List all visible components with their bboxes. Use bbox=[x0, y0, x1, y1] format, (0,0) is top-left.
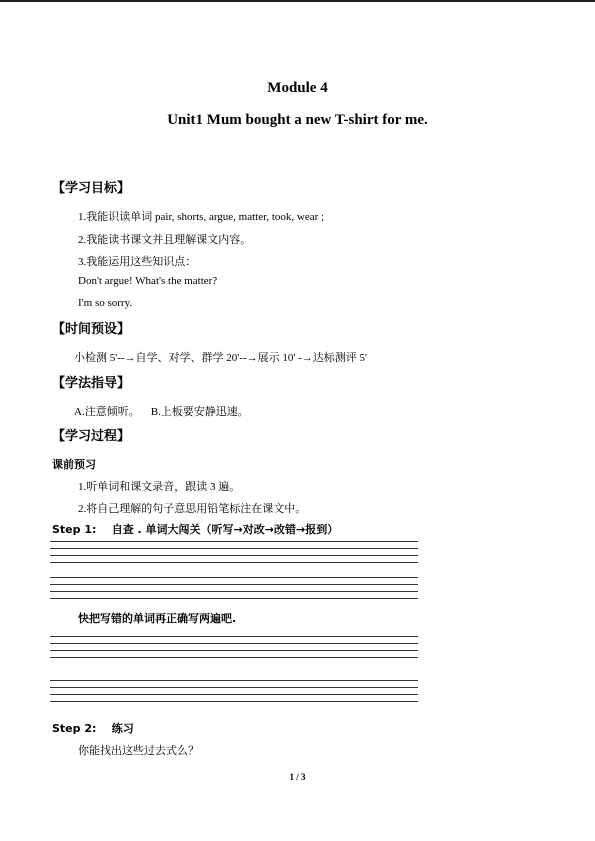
time-text: 小检测 5'--→自学、对学、群学 20'--→展示 10' -→达标测评 5' bbox=[74, 352, 367, 364]
step1-heading: Step 1: 自查 . 单词大闯关（听写→对改→改错→报到） bbox=[52, 523, 339, 536]
writing-lines-3[interactable] bbox=[50, 636, 418, 664]
method-heading: 【学法指导】 bbox=[52, 376, 131, 391]
writing-lines-2[interactable] bbox=[50, 577, 418, 605]
module-title: Module 4 bbox=[267, 80, 328, 96]
goal-item-2: 2.我能读书课文并且理解课文内容。 bbox=[78, 234, 252, 246]
correction-instruction: 快把写错的单词再正确写两遍吧. bbox=[78, 612, 237, 625]
goal-item-5: I'm so sorry. bbox=[78, 297, 133, 309]
unit-title: Unit1 Mum bought a new T-shirt for me. bbox=[167, 112, 428, 128]
goal-item-1: 1.我能识读单词 pair, shorts, argue, matter, took, wear ; bbox=[78, 211, 325, 223]
goals-heading: 【学习目标】 bbox=[52, 181, 131, 196]
goal-item-4: Don't argue! What's the matter? bbox=[78, 275, 218, 287]
preview-label: 课前预习 bbox=[52, 458, 96, 471]
step2-heading: Step 2: 练习 bbox=[52, 722, 134, 735]
writing-lines-1[interactable] bbox=[50, 541, 418, 569]
goal-item-3: 3.我能运用这些知识点： bbox=[78, 256, 197, 268]
preview-item-1: 1.听单词和课文录音，跟读 3 遍。 bbox=[78, 481, 241, 493]
method-text: A.注意倾听。 B.上板要安静迅速。 bbox=[74, 406, 249, 418]
step2-question: 你能找出这些过去式么？ bbox=[78, 745, 199, 757]
writing-lines-4[interactable] bbox=[50, 680, 418, 708]
page-number: 1 / 3 bbox=[289, 772, 306, 782]
top-border bbox=[0, 0, 595, 2]
process-heading: 【学习过程】 bbox=[52, 429, 131, 444]
preview-item-2: 2.将自己理解的句子意思用铅笔标注在课文中。 bbox=[78, 503, 307, 515]
time-heading: 【时间预设】 bbox=[52, 322, 131, 337]
